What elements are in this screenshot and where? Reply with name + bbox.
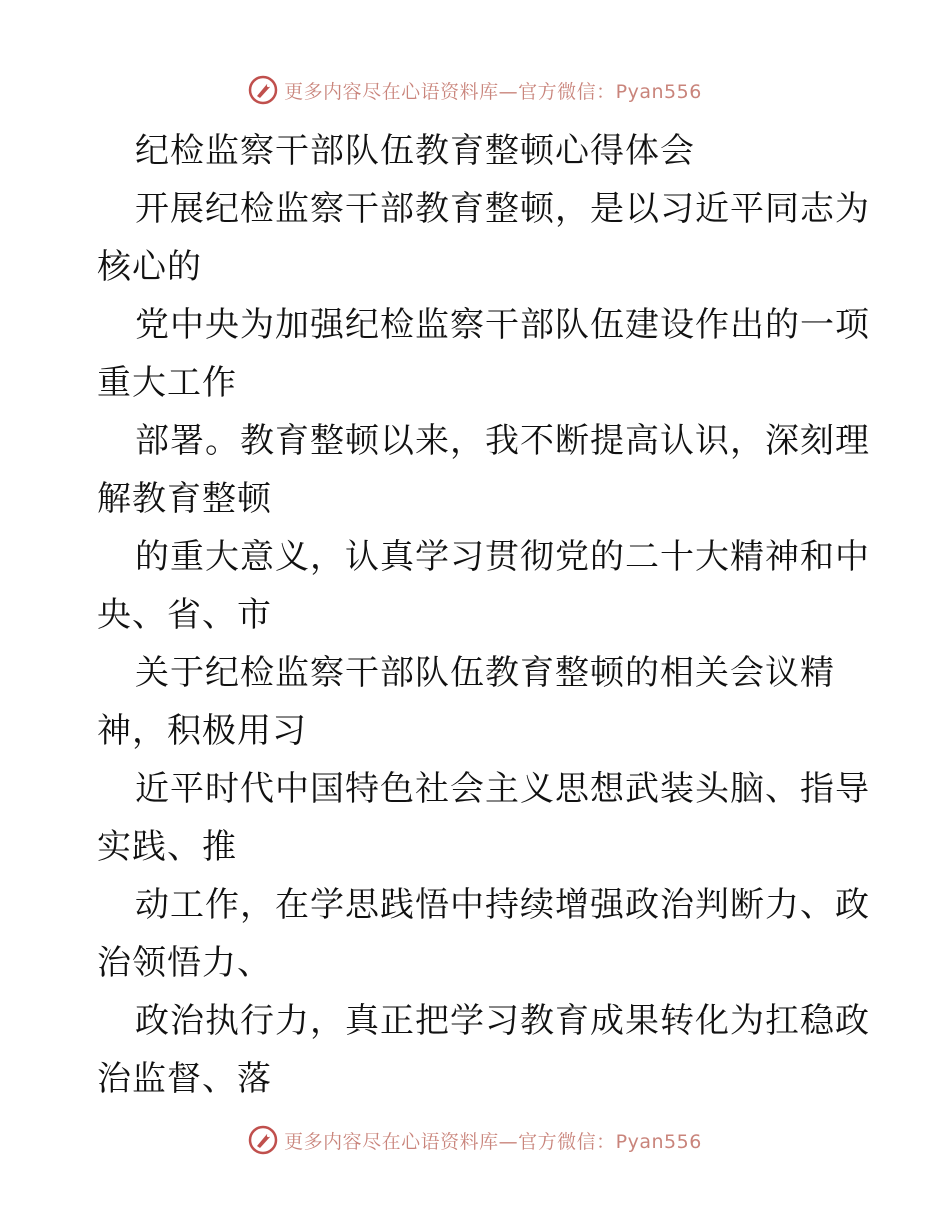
paragraph-line: 治监督、落 <box>97 1059 272 1099</box>
paragraph-line: 部署。教育整顿以来，我不断提高认识，深刻理 <box>135 421 870 461</box>
footer-banner-text: 更多内容尽在心语资料库—官方微信：Pyan556 <box>284 1130 702 1153</box>
paragraph-line: 关于纪检监察干部队伍教育整顿的相关会议精 <box>135 653 835 693</box>
paragraph-line: 央、省、市 <box>97 595 272 635</box>
header-banner <box>0 72 950 108</box>
paragraph-line: 神，积极用习 <box>97 711 307 751</box>
document-body <box>97 122 870 1108</box>
paragraph-line: 重大工作 <box>97 363 237 403</box>
paragraph-line: 实践、推 <box>97 827 237 867</box>
document-title: 纪检监察干部队伍教育整顿心得体会 <box>135 131 695 171</box>
paragraph-line: 政治执行力，真正把学习教育成果转化为扛稳政 <box>135 1001 870 1041</box>
pen-nib-logo-icon <box>248 1125 278 1155</box>
paragraph-line: 核心的 <box>97 247 202 287</box>
paragraph-line: 动工作，在学思践悟中持续增强政治判断力、政 <box>135 885 870 925</box>
header-banner-text: 更多内容尽在心语资料库—官方微信：Pyan556 <box>284 80 702 103</box>
paragraph-line: 解教育整顿 <box>97 479 272 519</box>
paragraph-line: 治领悟力、 <box>97 943 272 983</box>
footer-banner <box>0 1122 950 1158</box>
paragraph-line: 近平时代中国特色社会主义思想武装头脑、指导 <box>135 769 870 809</box>
pen-nib-logo-icon <box>248 75 278 105</box>
paragraph-line: 党中央为加强纪检监察干部队伍建设作出的一项 <box>135 305 870 345</box>
paragraph-line: 开展纪检监察干部教育整顿，是以习近平同志为 <box>135 189 870 229</box>
paragraph-line: 的重大意义，认真学习贯彻党的二十大精神和中 <box>135 537 870 577</box>
